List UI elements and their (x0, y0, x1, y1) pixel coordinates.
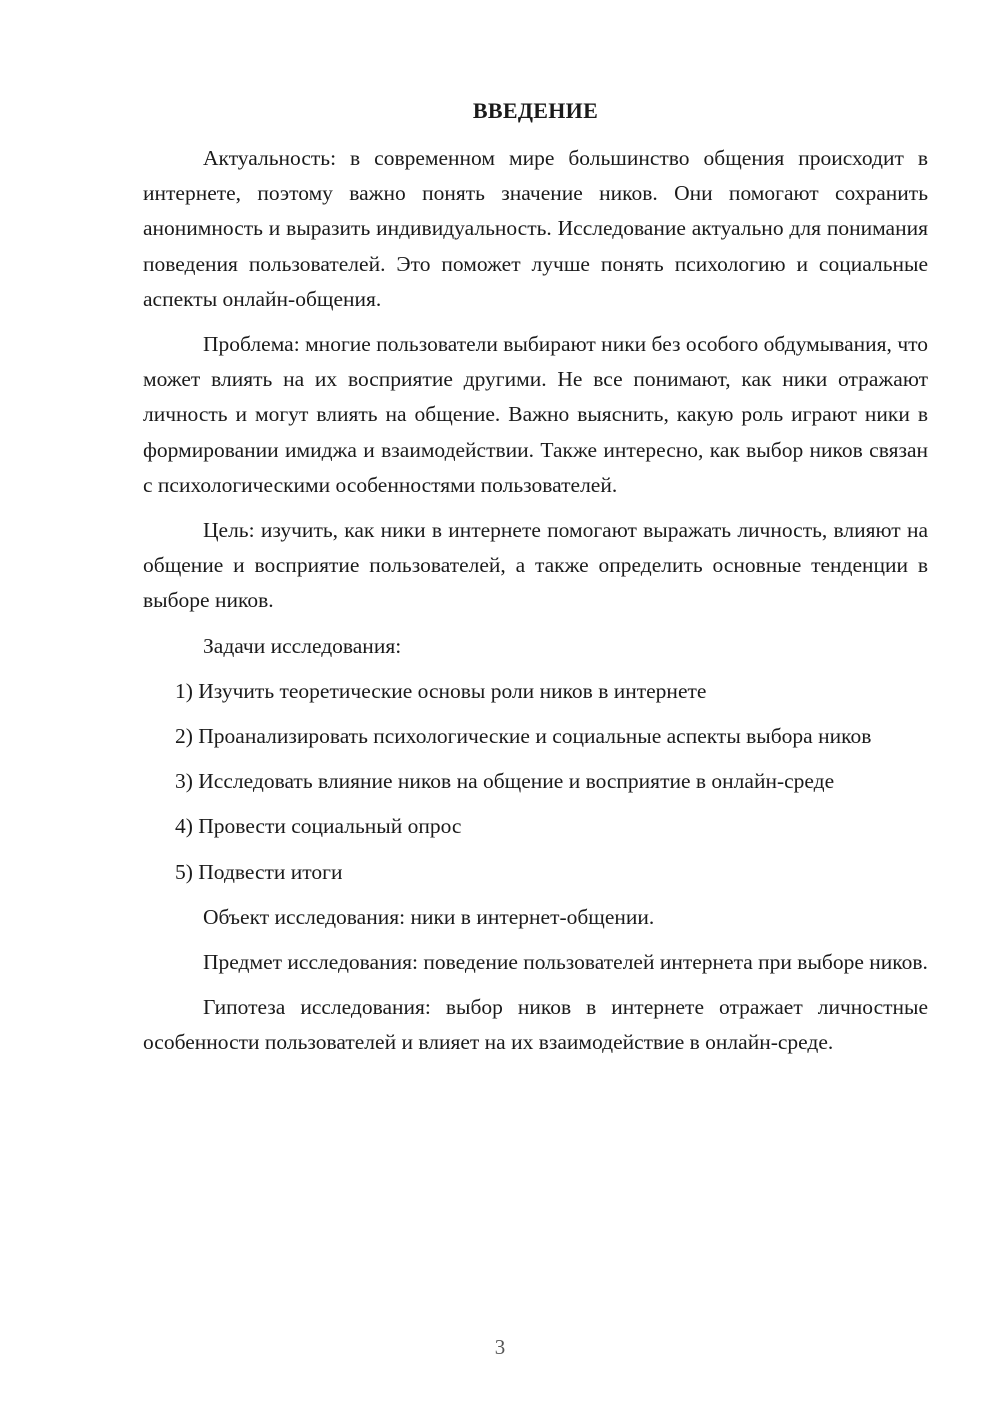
document-page (143, 95, 928, 1061)
document-title: ВВЕДЕНИЕ (472, 98, 599, 123)
task-item-3: 3) Исследовать влияние ников на общение и восприятие в онлайн-среде (175, 769, 835, 794)
task-item-2: 2) Проанализировать психологические и социальные аспекты выбора ников (175, 724, 872, 749)
page-number: 3 (494, 1335, 506, 1359)
task-item-5: 5) Подвести итоги (175, 859, 343, 884)
task-item-1: 1) Изучить теоретические основы роли ников в интернете (175, 678, 707, 703)
goal-paragraph: Цель: изучить, как ники в интернете помогают выражать личность, влияют на общение и восприятие пользователей, а также определить основные тенденции в выборе ников. (143, 518, 928, 613)
relevance-paragraph: Актуальность: в современном мире большинство общения происходит в интернете, поэтому важно понять значение ников. Они помогают сохранить анонимность и выразить индивидуальность. Исследование актуально для понимания поведения пользователей. Это поможет лучше понять психологию и социальные аспекты онлайн-общения. (143, 146, 928, 311)
tasks-heading: Задачи исследования: (203, 633, 402, 658)
subject-paragraph: Предмет исследования: поведение пользователей интернета при выборе ников. (203, 950, 928, 975)
hypothesis-paragraph: Гипотеза исследования: выбор ников в интернете отражает личностные особенности пользователей и влияет на их взаимодействие в онлайн-среде. (143, 995, 928, 1055)
task-item-4: 4) Провести социальный опрос (175, 814, 462, 839)
problem-paragraph: Проблема: многие пользователи выбирают ники без особого обдумывания, что может влиять на их восприятие другими. Не все понимают, как ники отражают личность и могут влиять на общение. Важно выяснить, какую роль играют ники в формировании имиджа и взаимодействии. Также интересно, как выбор ников связан с психологическими особенностями пользователей. (143, 332, 928, 497)
object-paragraph: Объект исследования: ники в интернет-общении. (203, 904, 655, 929)
